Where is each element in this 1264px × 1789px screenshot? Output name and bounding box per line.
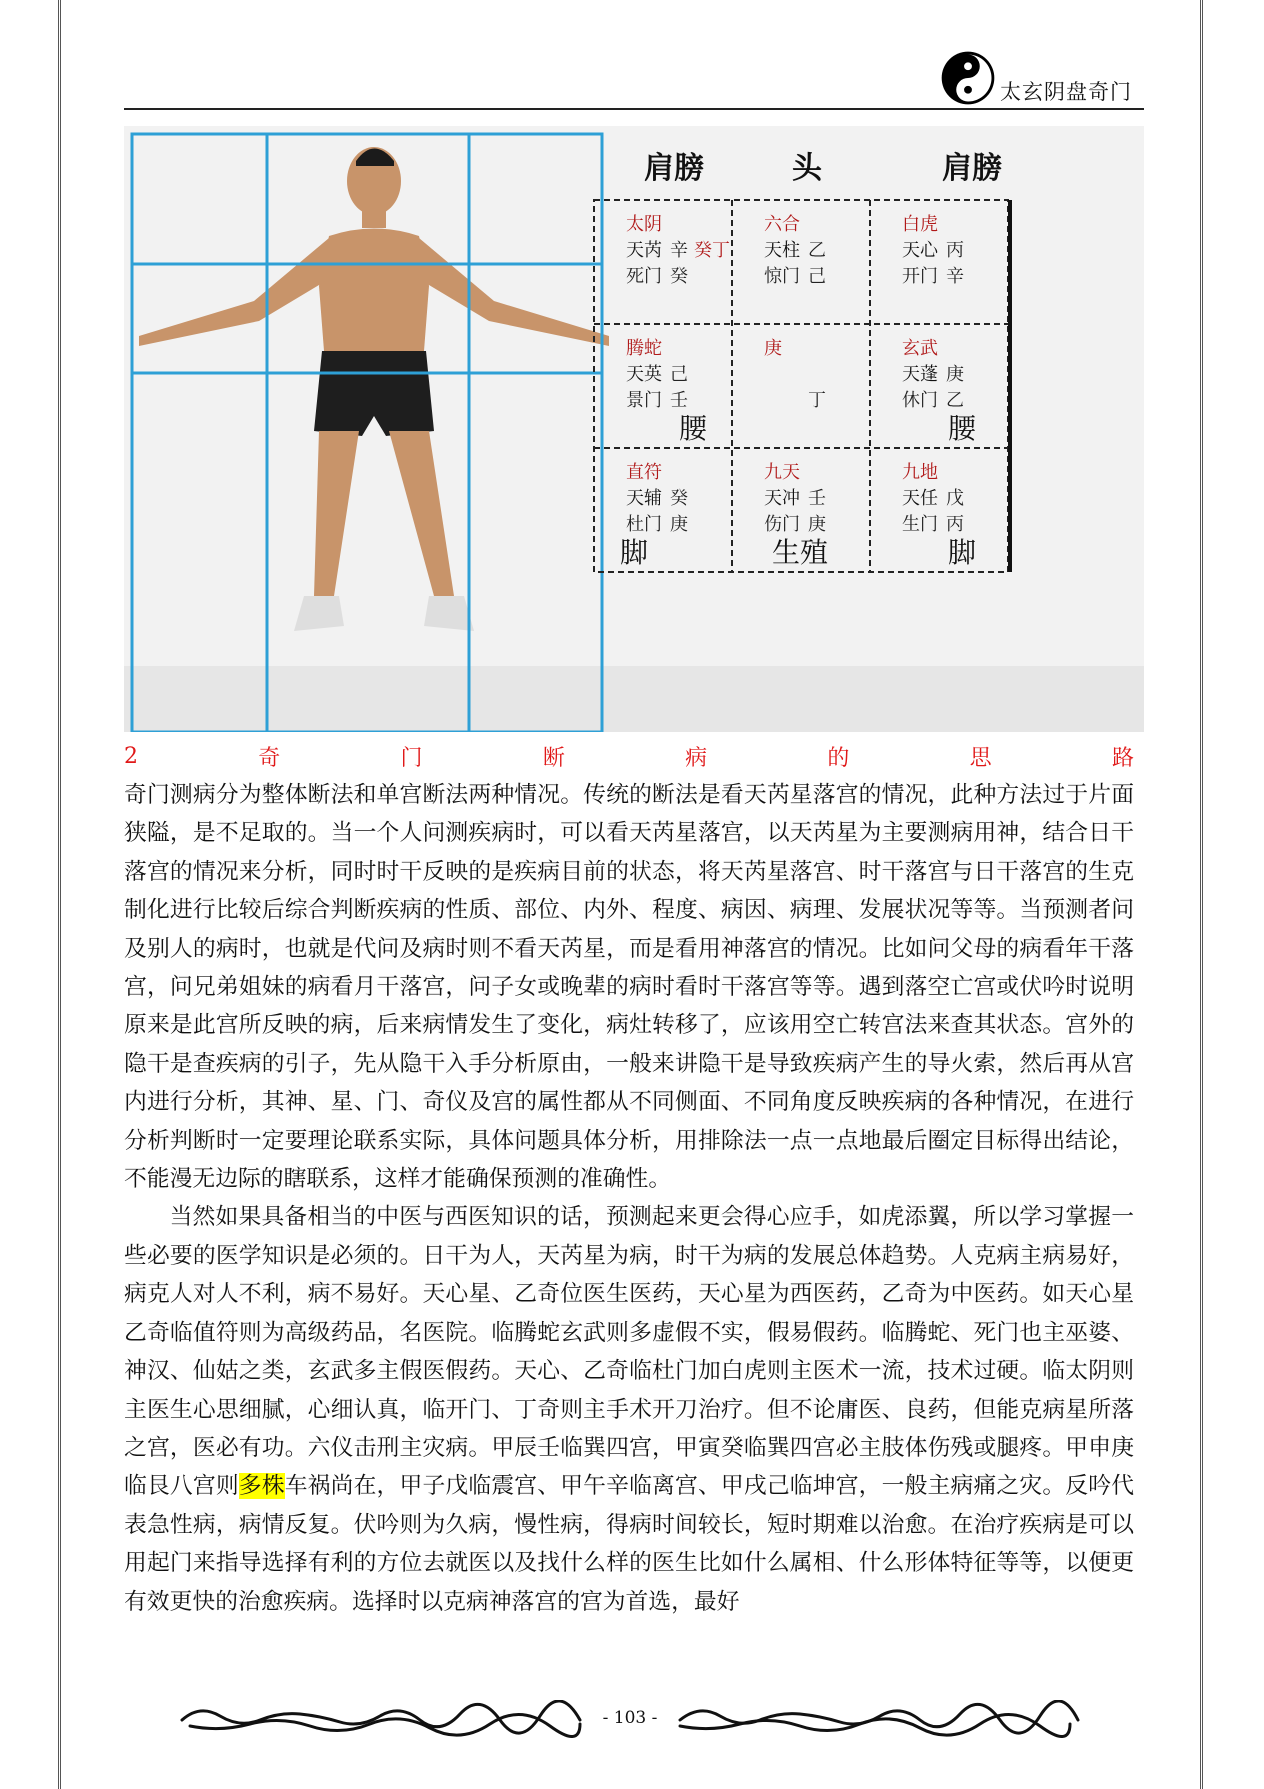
section-heading-char: 思 (969, 745, 992, 771)
section-heading-char: 奇 (258, 745, 281, 771)
chart-cell-text: 天辅 (626, 488, 662, 508)
paragraph-2 (124, 1198, 1134, 1620)
paragraph-2-part-1: 当然如果具备相当的中医与西医知识的话，预测起来更会得心应手，如虎添翼，所以学习掌握一些必要的医学知识是必须的。日干为人，天芮星为病，时干为病的发展总体趋势。人克病主病易好，病克人对人不利，病不易好。天心星、乙奇位医生医药，天心星为西医药，乙奇为中医药。如天心星乙奇临值符则为高级药品，名医院。临腾蛇玄武则多虚假不实，假易假药。临腾蛇、死门也主巫婆、神汉、仙姑之类，玄武多主假医假药。天心、乙奇临杜门加白虎则主医术一流，技术过硬。临太阴则主医生心思细腻，心细认真，临开门、丁奇则主手术开刀治疗。但不论庸医、良药，但能克病星所落之宫，医必有功。六仪击刑主灾病。甲辰壬临巽四宫，甲寅癸临巽四宫必主肢体伤残或腿疼。甲申庚临艮八宫则 (124, 1204, 1134, 1500)
chart-cell-stem: 壬 (670, 390, 688, 410)
chart-cell-text: 休门 (902, 390, 938, 410)
figure-svg (124, 126, 1144, 732)
chart-cell-text: 白虎 (902, 214, 938, 234)
chart-cell-stem: 丙 (946, 514, 964, 534)
section-number: 2 (124, 743, 138, 769)
section-heading-char: 的 (827, 745, 850, 771)
paragraph-2-part-2: 车祸尚在，甲子戊临震宫、甲午辛临离宫、甲戌己临坤宫，一般主病痛之灾。反吟代表急性病，病情反复。伏吟则为久病，慢性病，得病时间较长，短时期难以治愈。在治疗疾病是可以用起门来指导选择有利的方位去就医以及找什么样的医生比如什么属相、什么形体特征等等，以便更有效更快的治愈疾病。选择时以克病神落宫的宫为首选，最好 (124, 1473, 1135, 1615)
chart-cell-stem: 乙 (946, 390, 964, 410)
chart-cell-text: 玄武 (902, 338, 938, 358)
chart-cell-stem: 庚 (670, 514, 688, 534)
chart-body-part-label: 生殖 (772, 538, 829, 569)
chart-cell-stem: 癸 (670, 266, 688, 286)
body-chart-figure (124, 126, 1144, 732)
chart-cell-text: 天蓬 (902, 364, 938, 384)
chart-cell-stem: 乙 (808, 240, 826, 260)
chart-cell-text: 景门 (626, 390, 662, 410)
chart-cell-stem: 己 (670, 364, 688, 384)
chart-body-part-label: 腰 (948, 414, 977, 445)
chart-cell-stem: 戊 (946, 488, 964, 508)
chart-cell-text: 六合 (764, 214, 800, 234)
chart-cell-stem: 辛 (946, 266, 964, 286)
section-heading (124, 740, 1134, 772)
chart-cell-stem: 庚 (946, 364, 964, 384)
chart-cell-text: 庚 (764, 338, 782, 358)
chart-cell-stem: 己 (808, 266, 826, 286)
chart-cell-text: 直符 (626, 462, 662, 482)
chart-cell-stem: 癸 (670, 488, 688, 508)
chart-cell-text: 天柱 (764, 240, 800, 260)
header-title: 太玄阴盘奇门 (1000, 80, 1132, 104)
chart-body-part-label: 腰 (679, 414, 708, 445)
chart-cell-text: 九天 (764, 462, 800, 482)
page-footer (180, 1700, 1080, 1738)
chart-cell-text: 天芮 (626, 240, 662, 260)
chart-cell-stem: 丁 (808, 390, 826, 410)
page-number: - 103 - (594, 1708, 666, 1728)
highlighted-text: 多株 (238, 1473, 285, 1500)
chart-cell-text: 死门 (626, 266, 662, 286)
chart-cell-text: 天任 (902, 488, 938, 508)
chart-cell-stem: 壬 (808, 488, 826, 508)
chart-cell-stem: 丙 (946, 240, 964, 260)
chart-cell-stem: 庚 (808, 514, 826, 534)
chart-cell-text: 杜门 (626, 514, 662, 534)
chart-top-label: 肩膀 (942, 152, 1002, 185)
chart-cell-stem: 辛 (670, 240, 688, 260)
paragraph-1: 奇门测病分为整体断法和单宫断法两种情况。传统的断法是看天芮星落宫的情况，此种方法过于片面狭隘，是不足取的。当一个人问测疾病时，可以看天芮星落宫，以天芮星为主要测病用神，结合日干落宫的情况来分析，同时时干反映的是疾病目前的状态，将天芮星落宫、时干落宫与日干落宫的生克制化进行比较后综合判断疾病的性质、部位、内外、程度、病因、病理、发展状况等等。当预测者问及别人的病时，也就是代问及病时则不看天芮星，而是看用神落宫的情况。比如问父母的病看年干落宫，问兄弟姐妹的病看月干落宫，问子女或晚辈的病时看时干落宫等等。遇到落空亡宫或伏吟时说明原来是此宫所反映的病，后来病情发生了变化，病灶转移了，应该用空亡转宫法来查其状态。宫外的隐干是查疾病的引子，先从隐干入手分析原由，一般来讲隐干是导致疾病产生的导火索，然后再从宫内进行分析，其神、星、门、奇仪及宫的属性都从不同侧面、不同角度反映疾病的各种情况，在进行分析判断时一定要理论联系实际，具体问题具体分析，用排除法一点一点地最后圈定目标得出结论，不能漫无边际的瞎联系，这样才能确保预测的准确性。 (124, 782, 1134, 1193)
chart-cell-text: 天冲 (764, 488, 800, 508)
chart-cell-text: 太阴 (626, 214, 662, 234)
chart-body-part-label: 脚 (948, 538, 977, 569)
page-header (124, 46, 1144, 110)
chart-top-label: 头 (792, 152, 822, 185)
chart-cell-text: 惊门 (764, 266, 800, 286)
section-heading-char: 病 (685, 745, 708, 771)
section-heading-char: 门 (400, 745, 423, 771)
chart-top-label: 肩膀 (644, 152, 704, 185)
chart-cell-text: 伤门 (764, 514, 800, 534)
chart-cell-text: 生门 (902, 514, 938, 534)
chart-cell-text: 天心 (902, 240, 938, 260)
chart-cell-text: 九地 (902, 462, 938, 482)
body-text (124, 776, 1134, 1621)
section-heading-char: 路 (1111, 745, 1134, 771)
chart-body-part-label: 脚 (620, 538, 649, 569)
chart-cell-text: 腾蛇 (626, 338, 662, 358)
yin-yang-icon (940, 50, 996, 106)
section-heading-char: 断 (542, 745, 565, 771)
chart-cell-text: 开门 (902, 266, 938, 286)
chart-cell-text: 天英 (626, 364, 662, 384)
chart-cell-stem-extra: 癸丁 (694, 240, 730, 260)
